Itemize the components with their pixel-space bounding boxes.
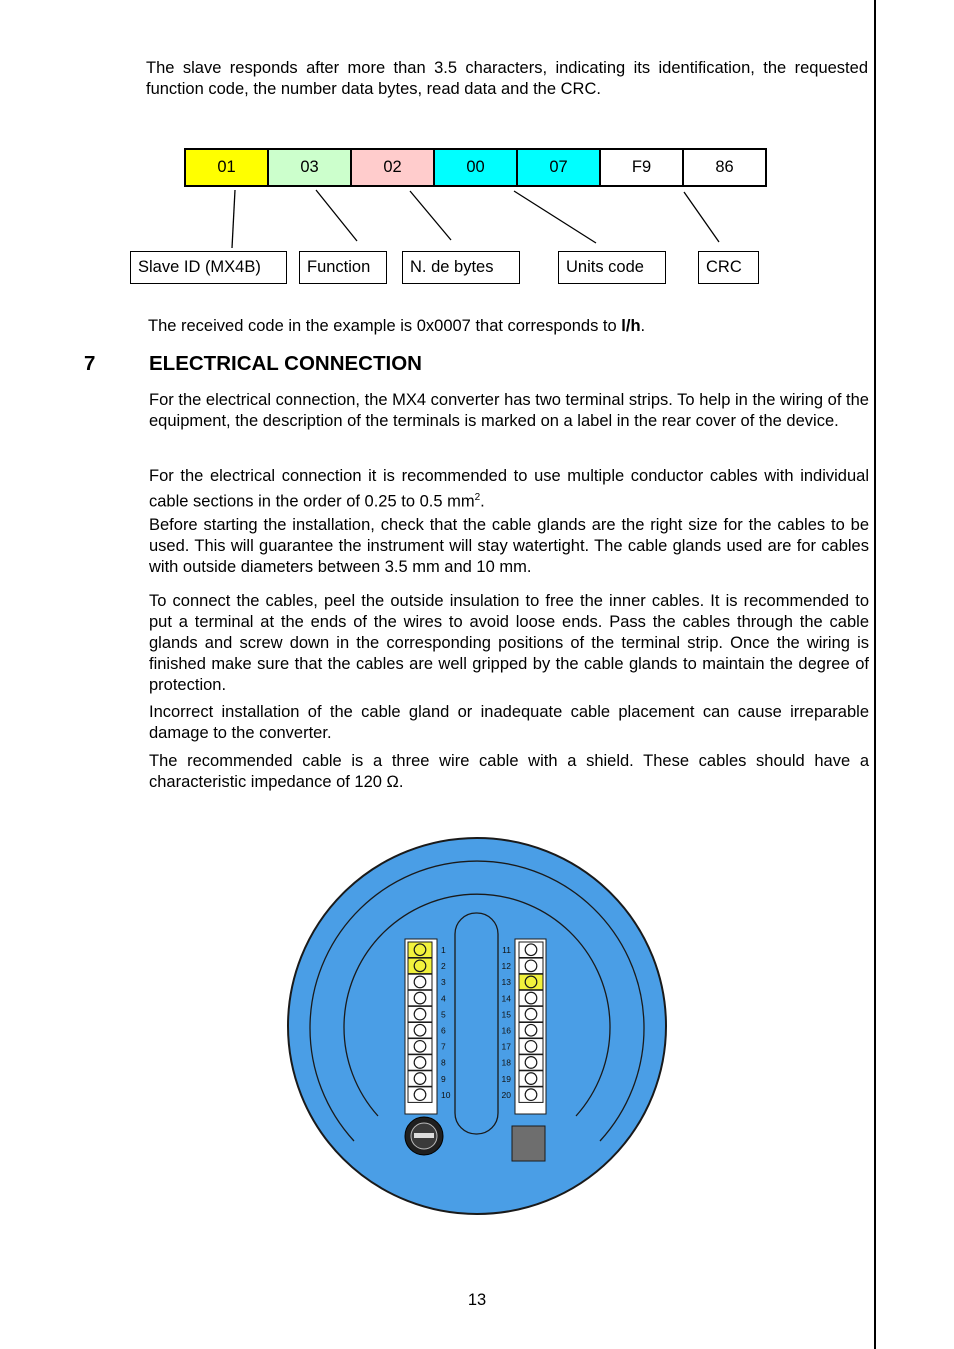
label-crc: CRC	[698, 251, 759, 284]
paragraph-recommended-cable: The recommended cable is a three wire cable with a shield. These cables should have a characteristic impedance of 120 Ω.	[149, 752, 869, 791]
frame-byte: 00	[435, 150, 518, 185]
terminal-number: 11	[502, 945, 511, 955]
terminal-number: 8	[441, 1057, 446, 1068]
label-slave-id: Slave ID (MX4B)	[130, 251, 287, 284]
label-function: Function	[299, 251, 387, 284]
terminal-number: 16	[501, 1025, 511, 1036]
paragraph-cable-sections: For the electrical connection it is recommended to use multiple conductor cables with individual cable sections in the order of 0.25 to 0.5 $mm^2$.	[149, 467, 869, 511]
terminal-number: 14	[501, 993, 511, 1004]
paragraph-cable-glands: Before starting the installation, check that the cable glands are the right size for the cables to be used. This will guarantee the instrument will stay watertight. The cable glands used are for cables with outside diameters between 3.5 mm and 10 mm.	[149, 516, 869, 576]
paragraph-warning: Incorrect installation of the cable gland or inadequate cable placement can cause irreparable damage to the converter.	[149, 703, 869, 742]
frame-byte: 86	[684, 150, 765, 185]
frame-byte: 07	[518, 150, 601, 185]
terminal-number: 2	[441, 961, 446, 972]
section-title: ELECTRICAL CONNECTION	[149, 352, 422, 375]
intro-paragraph: The slave responds after more than 3.5 characters, indicating its identification, the requested function code, the number data bytes, read data and the CRC.	[146, 59, 868, 98]
terminal-number: 20	[501, 1089, 511, 1100]
terminal-number: 9	[441, 1073, 446, 1084]
terminal-number: 18	[501, 1057, 511, 1068]
terminal-number: 12	[501, 961, 511, 972]
frame-byte: 03	[269, 150, 352, 185]
page-number: 13	[467, 1291, 487, 1309]
received-code-text: The received code in the example is 0x0007 that corresponds to l/h.	[148, 317, 646, 335]
center-slot	[455, 913, 498, 1134]
label-units-code: Units code	[558, 251, 666, 284]
terminal-number: 17	[501, 1041, 511, 1052]
paragraph-terminal-strips: For the electrical connection, the MX4 converter has two terminal strips. To help in the wiring of the equipment, the description of the terminals is marked on a label in the rear cover of the device.	[149, 391, 869, 430]
terminal-number: 13	[501, 977, 511, 988]
connector-square	[512, 1126, 545, 1161]
terminal-number: 19	[501, 1073, 511, 1084]
converter-body	[288, 838, 666, 1214]
frame-byte: 02	[352, 150, 435, 185]
frame-byte: F9	[601, 150, 684, 185]
terminal-number: 6	[441, 1025, 446, 1036]
potentiometer	[405, 1117, 443, 1155]
terminal-number: 7	[441, 1041, 446, 1052]
terminal-number: 3	[441, 977, 446, 988]
frame-byte: 01	[186, 150, 269, 185]
paragraph-connect-cables: To connect the cables, peel the outside insulation to free the inner cables. It is recommended to put a terminal at the ends of the wires to avoid loose ends. Pass the cables through the cable glands and screw down in the corresponding positions of the terminal strip. Once the wiring is finished make sure that the cables are well gripped by the cable glands to maintain the degree of protection.	[149, 592, 869, 694]
label-n-bytes: N. de bytes	[402, 251, 520, 284]
terminal-number: 1	[441, 945, 446, 955]
terminal-number: 5	[441, 1009, 446, 1020]
knob-slot	[414, 1133, 434, 1138]
unit-lh: l/h	[621, 317, 641, 335]
terminal-number: 15	[501, 1009, 511, 1020]
terminal-number: 4	[441, 993, 446, 1004]
section-number: 7	[84, 352, 96, 375]
terminal-number: 10	[441, 1089, 451, 1100]
